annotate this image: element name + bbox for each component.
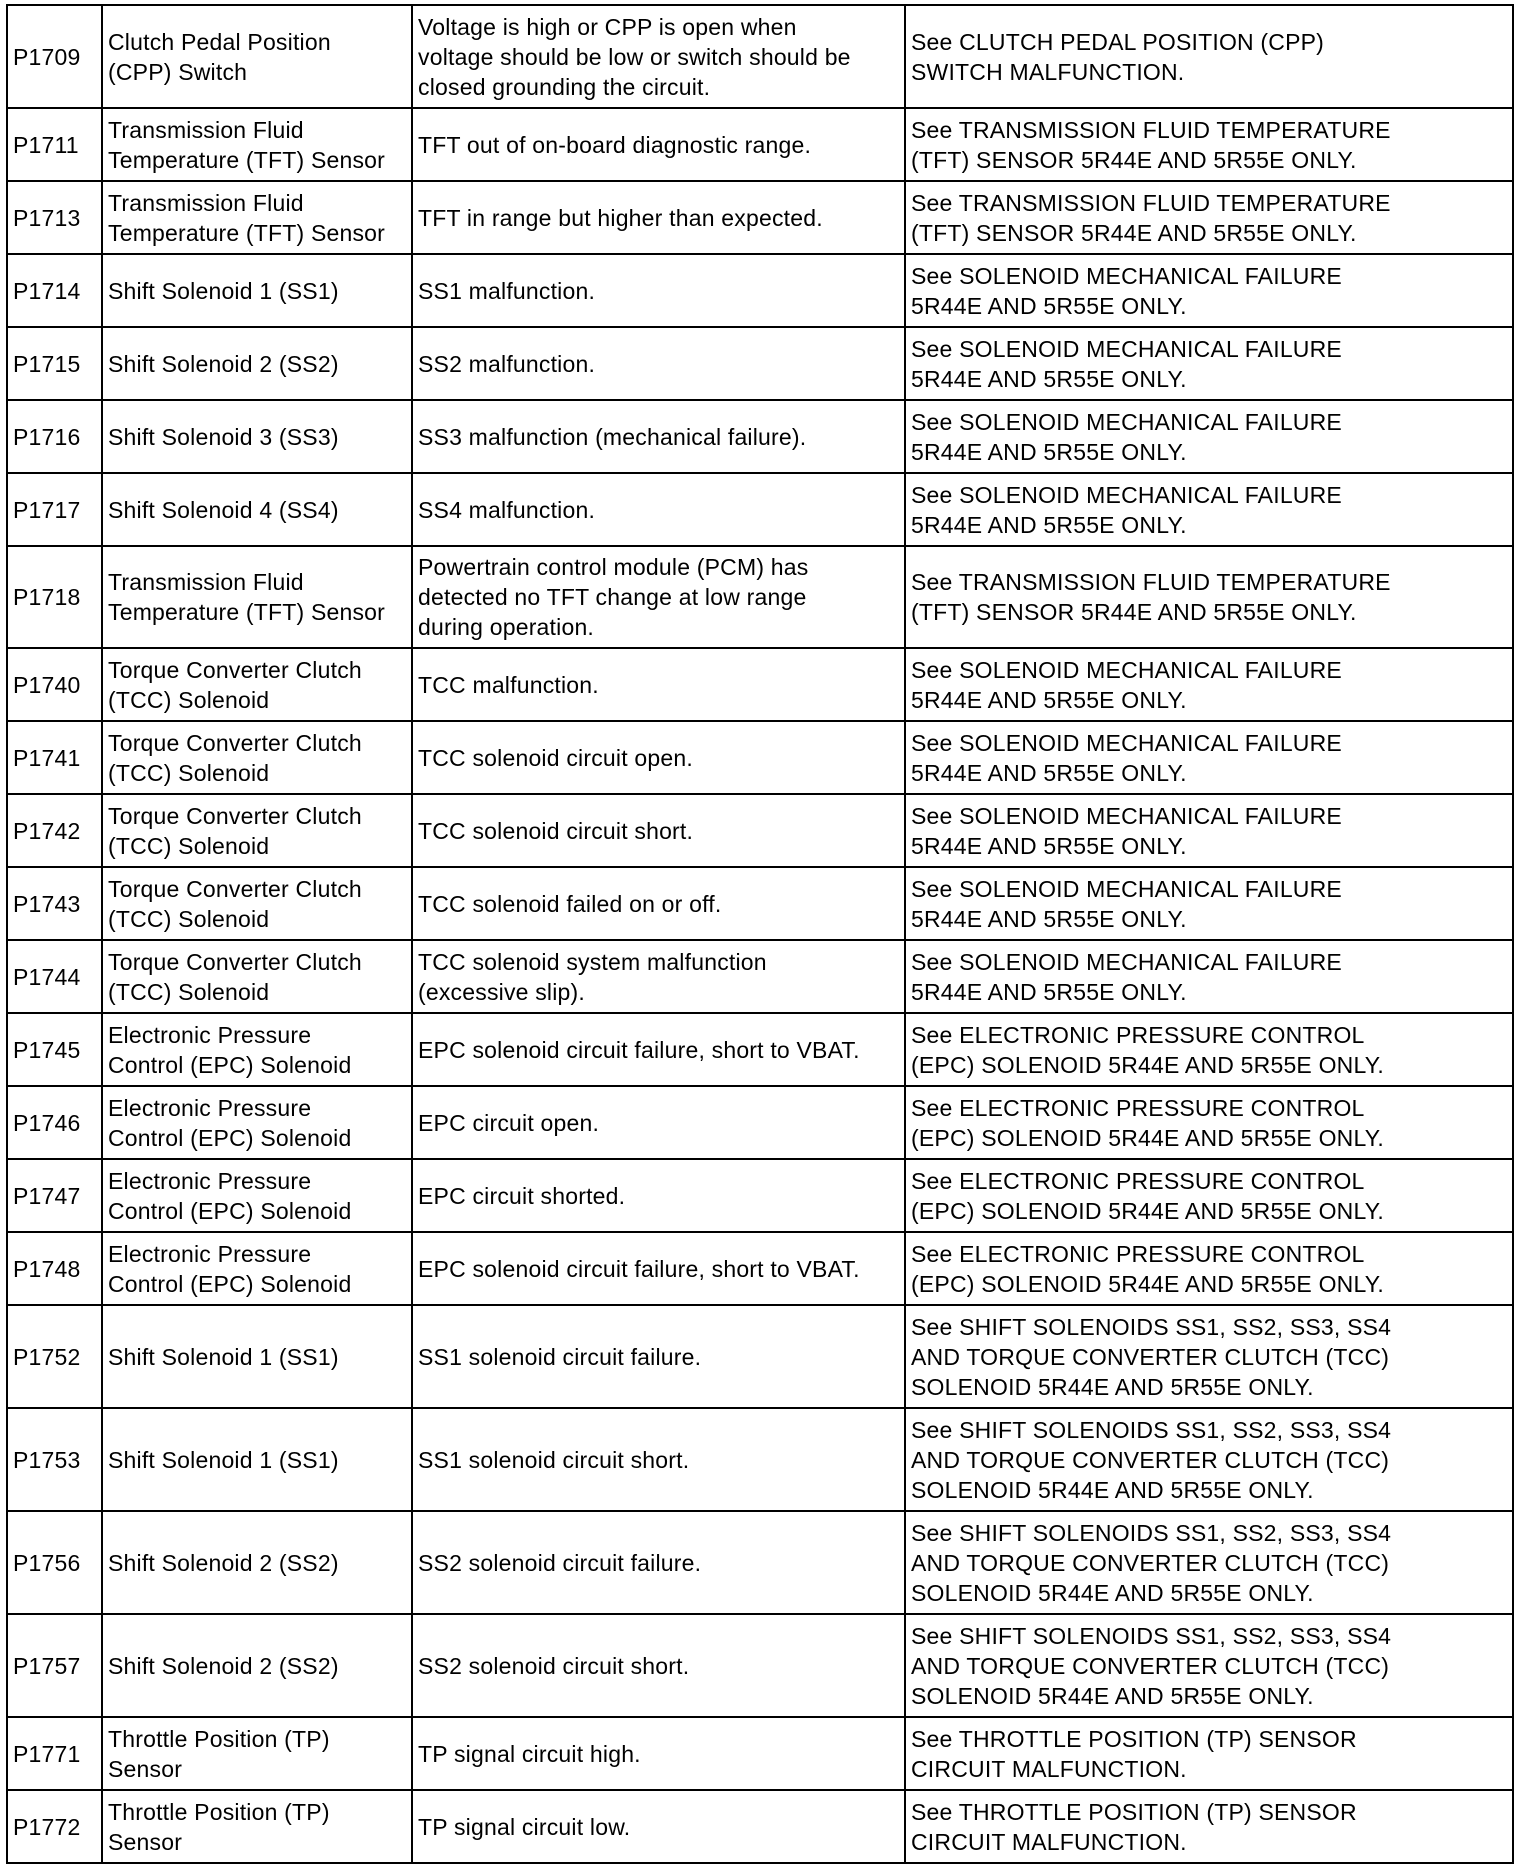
fault-condition: EPC circuit shorted.	[412, 1159, 905, 1232]
table-row	[7, 1159, 1513, 1232]
table-row	[7, 400, 1513, 473]
table-row	[7, 1086, 1513, 1159]
action-reference: See SOLENOID MECHANICAL FAILURE 5R44E AND 5R55E ONLY.	[905, 867, 1513, 940]
dtc-code: P1771	[7, 1717, 102, 1790]
table-row	[7, 108, 1513, 181]
table-row	[7, 721, 1513, 794]
dtc-table	[6, 4, 1514, 1864]
component-name: Shift Solenoid 1 (SS1)	[102, 1408, 412, 1511]
component-name: Throttle Position (TP) Sensor	[102, 1790, 412, 1863]
fault-condition: SS3 malfunction (mechanical failure).	[412, 400, 905, 473]
dtc-code: P1717	[7, 473, 102, 546]
fault-condition: TCC solenoid circuit open.	[412, 721, 905, 794]
dtc-code: P1772	[7, 1790, 102, 1863]
table-row	[7, 1232, 1513, 1305]
component-name: Torque Converter Clutch (TCC) Solenoid	[102, 648, 412, 721]
action-reference: See SHIFT SOLENOIDS SS1, SS2, SS3, SS4 AND TORQUE CONVERTER CLUTCH (TCC) SOLENOID 5R44E AND 5R55E ONLY.	[905, 1305, 1513, 1408]
table-row	[7, 1305, 1513, 1408]
table-row	[7, 1717, 1513, 1790]
fault-condition: TCC solenoid circuit short.	[412, 794, 905, 867]
dtc-code: P1714	[7, 254, 102, 327]
action-reference: See SOLENOID MECHANICAL FAILURE 5R44E AND 5R55E ONLY.	[905, 648, 1513, 721]
action-reference: See TRANSMISSION FLUID TEMPERATURE (TFT) SENSOR 5R44E AND 5R55E ONLY.	[905, 546, 1513, 648]
action-reference: See ELECTRONIC PRESSURE CONTROL (EPC) SOLENOID 5R44E AND 5R55E ONLY.	[905, 1232, 1513, 1305]
table-row	[7, 1013, 1513, 1086]
fault-condition: Voltage is high or CPP is open when voltage should be low or switch should be closed grounding the circuit.	[412, 5, 905, 108]
fault-condition: Powertrain control module (PCM) has detected no TFT change at low range during operation.	[412, 546, 905, 648]
fault-condition: EPC circuit open.	[412, 1086, 905, 1159]
fault-condition: TP signal circuit high.	[412, 1717, 905, 1790]
action-reference: See ELECTRONIC PRESSURE CONTROL (EPC) SOLENOID 5R44E AND 5R55E ONLY.	[905, 1086, 1513, 1159]
fault-condition: SS1 solenoid circuit short.	[412, 1408, 905, 1511]
fault-condition: SS2 solenoid circuit failure.	[412, 1511, 905, 1614]
fault-condition: TP signal circuit low.	[412, 1790, 905, 1863]
table-row	[7, 546, 1513, 648]
dtc-code: P1709	[7, 5, 102, 108]
action-reference: See TRANSMISSION FLUID TEMPERATURE (TFT) SENSOR 5R44E AND 5R55E ONLY.	[905, 108, 1513, 181]
dtc-code: P1743	[7, 867, 102, 940]
action-reference: See SHIFT SOLENOIDS SS1, SS2, SS3, SS4 AND TORQUE CONVERTER CLUTCH (TCC) SOLENOID 5R44E AND 5R55E ONLY.	[905, 1511, 1513, 1614]
component-name: Transmission Fluid Temperature (TFT) Sensor	[102, 181, 412, 254]
dtc-code: P1753	[7, 1408, 102, 1511]
component-name: Clutch Pedal Position (CPP) Switch	[102, 5, 412, 108]
fault-condition: EPC solenoid circuit failure, short to VBAT.	[412, 1013, 905, 1086]
action-reference: See SHIFT SOLENOIDS SS1, SS2, SS3, SS4 AND TORQUE CONVERTER CLUTCH (TCC) SOLENOID 5R44E AND 5R55E ONLY.	[905, 1408, 1513, 1511]
action-reference: See SOLENOID MECHANICAL FAILURE 5R44E AND 5R55E ONLY.	[905, 473, 1513, 546]
table-row	[7, 473, 1513, 546]
action-reference: See SOLENOID MECHANICAL FAILURE 5R44E AND 5R55E ONLY.	[905, 327, 1513, 400]
table-row	[7, 254, 1513, 327]
action-reference: See CLUTCH PEDAL POSITION (CPP) SWITCH MALFUNCTION.	[905, 5, 1513, 108]
dtc-code: P1748	[7, 1232, 102, 1305]
fault-condition: SS2 malfunction.	[412, 327, 905, 400]
action-reference: See SOLENOID MECHANICAL FAILURE 5R44E AND 5R55E ONLY.	[905, 940, 1513, 1013]
table-row	[7, 794, 1513, 867]
dtc-code: P1757	[7, 1614, 102, 1717]
component-name: Torque Converter Clutch (TCC) Solenoid	[102, 721, 412, 794]
action-reference: See THROTTLE POSITION (TP) SENSOR CIRCUIT MALFUNCTION.	[905, 1790, 1513, 1863]
action-reference: See ELECTRONIC PRESSURE CONTROL (EPC) SOLENOID 5R44E AND 5R55E ONLY.	[905, 1159, 1513, 1232]
component-name: Shift Solenoid 4 (SS4)	[102, 473, 412, 546]
table-row	[7, 648, 1513, 721]
component-name: Torque Converter Clutch (TCC) Solenoid	[102, 867, 412, 940]
table-row	[7, 1790, 1513, 1863]
dtc-code: P1742	[7, 794, 102, 867]
fault-condition: SS1 solenoid circuit failure.	[412, 1305, 905, 1408]
action-reference: See SHIFT SOLENOIDS SS1, SS2, SS3, SS4 AND TORQUE CONVERTER CLUTCH (TCC) SOLENOID 5R44E AND 5R55E ONLY.	[905, 1614, 1513, 1717]
fault-condition: TFT out of on-board diagnostic range.	[412, 108, 905, 181]
dtc-code: P1715	[7, 327, 102, 400]
dtc-code: P1716	[7, 400, 102, 473]
component-name: Shift Solenoid 1 (SS1)	[102, 254, 412, 327]
action-reference: See THROTTLE POSITION (TP) SENSOR CIRCUIT MALFUNCTION.	[905, 1717, 1513, 1790]
dtc-code: P1756	[7, 1511, 102, 1614]
dtc-code: P1740	[7, 648, 102, 721]
dtc-code: P1752	[7, 1305, 102, 1408]
dtc-code: P1747	[7, 1159, 102, 1232]
table-row	[7, 867, 1513, 940]
component-name: Electronic Pressure Control (EPC) Solenoid	[102, 1086, 412, 1159]
component-name: Electronic Pressure Control (EPC) Solenoid	[102, 1159, 412, 1232]
component-name: Torque Converter Clutch (TCC) Solenoid	[102, 794, 412, 867]
action-reference: See SOLENOID MECHANICAL FAILURE 5R44E AND 5R55E ONLY.	[905, 254, 1513, 327]
component-name: Shift Solenoid 1 (SS1)	[102, 1305, 412, 1408]
table-row	[7, 181, 1513, 254]
fault-condition: SS1 malfunction.	[412, 254, 905, 327]
table-row	[7, 1511, 1513, 1614]
action-reference: See SOLENOID MECHANICAL FAILURE 5R44E AND 5R55E ONLY.	[905, 721, 1513, 794]
component-name: Transmission Fluid Temperature (TFT) Sensor	[102, 108, 412, 181]
dtc-code: P1746	[7, 1086, 102, 1159]
action-reference: See SOLENOID MECHANICAL FAILURE 5R44E AND 5R55E ONLY.	[905, 794, 1513, 867]
component-name: Torque Converter Clutch (TCC) Solenoid	[102, 940, 412, 1013]
component-name: Throttle Position (TP) Sensor	[102, 1717, 412, 1790]
component-name: Shift Solenoid 2 (SS2)	[102, 327, 412, 400]
dtc-code: P1744	[7, 940, 102, 1013]
table-row	[7, 940, 1513, 1013]
fault-condition: SS4 malfunction.	[412, 473, 905, 546]
action-reference: See TRANSMISSION FLUID TEMPERATURE (TFT) SENSOR 5R44E AND 5R55E ONLY.	[905, 181, 1513, 254]
table-row	[7, 5, 1513, 108]
table-row	[7, 327, 1513, 400]
dtc-code: P1745	[7, 1013, 102, 1086]
component-name: Electronic Pressure Control (EPC) Solenoid	[102, 1232, 412, 1305]
fault-condition: TCC malfunction.	[412, 648, 905, 721]
dtc-code: P1718	[7, 546, 102, 648]
fault-condition: EPC solenoid circuit failure, short to VBAT.	[412, 1232, 905, 1305]
dtc-code: P1741	[7, 721, 102, 794]
table-row	[7, 1408, 1513, 1511]
fault-condition: TCC solenoid failed on or off.	[412, 867, 905, 940]
fault-condition: TFT in range but higher than expected.	[412, 181, 905, 254]
fault-condition: TCC solenoid system malfunction (excessive slip).	[412, 940, 905, 1013]
component-name: Transmission Fluid Temperature (TFT) Sensor	[102, 546, 412, 648]
component-name: Shift Solenoid 2 (SS2)	[102, 1511, 412, 1614]
table-row	[7, 1614, 1513, 1717]
component-name: Shift Solenoid 2 (SS2)	[102, 1614, 412, 1717]
component-name: Shift Solenoid 3 (SS3)	[102, 400, 412, 473]
dtc-code: P1713	[7, 181, 102, 254]
fault-condition: SS2 solenoid circuit short.	[412, 1614, 905, 1717]
component-name: Electronic Pressure Control (EPC) Solenoid	[102, 1013, 412, 1086]
action-reference: See SOLENOID MECHANICAL FAILURE 5R44E AND 5R55E ONLY.	[905, 400, 1513, 473]
action-reference: See ELECTRONIC PRESSURE CONTROL (EPC) SOLENOID 5R44E AND 5R55E ONLY.	[905, 1013, 1513, 1086]
dtc-code: P1711	[7, 108, 102, 181]
